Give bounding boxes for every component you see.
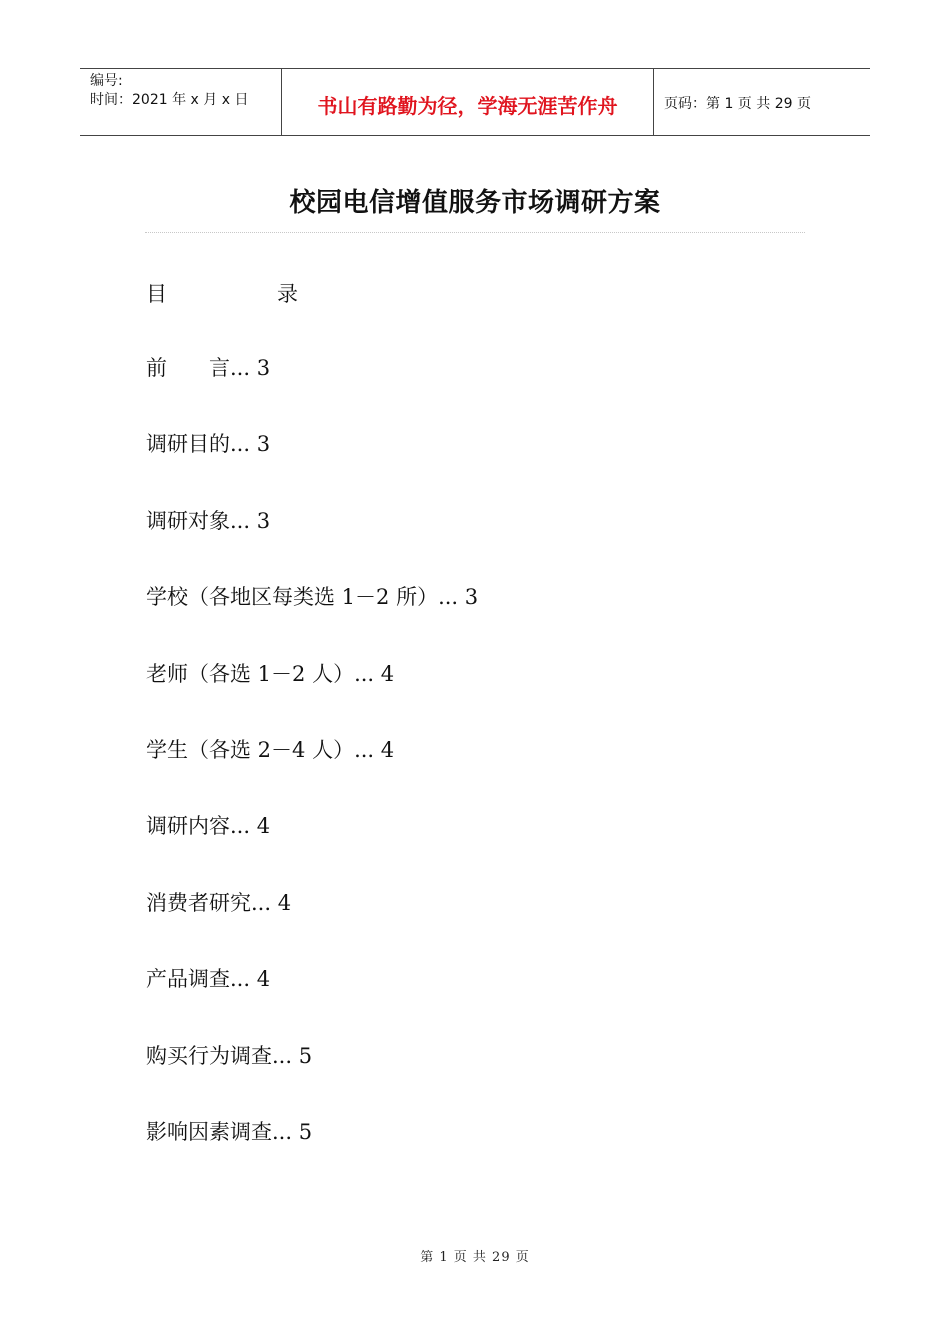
toc-item[interactable]: 调研目的... 3 xyxy=(146,432,271,457)
header-motto: 书山有路勤为径，学海无涯苦作舟 xyxy=(282,69,654,135)
header-meta xyxy=(80,69,282,135)
toc-heading xyxy=(146,278,298,308)
document-title: 校园电信增值服务市场调研方案 xyxy=(289,188,661,218)
toc-item[interactable]: 学校（各地区每类选 1－2 所）... 3 xyxy=(146,585,479,610)
toc-item[interactable]: 购买行为调查... 5 xyxy=(146,1043,313,1068)
page-header xyxy=(80,68,870,136)
page-footer: 第 1 页 共 29 页 xyxy=(420,1250,530,1265)
title-divider xyxy=(145,232,805,233)
toc-item[interactable]: 调研内容... 4 xyxy=(146,814,271,839)
toc-heading-left: 目 xyxy=(146,282,167,306)
toc-item[interactable]: 学生（各选 2－4 人）... 4 xyxy=(146,737,395,762)
table-of-contents xyxy=(146,355,478,1195)
document-number-label: 编号: xyxy=(90,73,123,89)
toc-item[interactable]: 消费者研究... 4 xyxy=(146,890,292,915)
toc-item[interactable]: 前 言... 3 xyxy=(146,356,271,380)
toc-item[interactable]: 影响因素调查... 5 xyxy=(146,1119,313,1144)
toc-heading-right: 录 xyxy=(277,282,298,306)
header-page-info: 页码：第 1 页 共 29 页 xyxy=(664,96,811,112)
toc-item[interactable]: 老师（各选 1－2 人）... 4 xyxy=(146,661,395,686)
document-time: 时间：2021 年 x 月 x 日 xyxy=(90,92,249,108)
toc-item[interactable]: 产品调查... 4 xyxy=(146,967,271,992)
toc-item[interactable]: 调研对象... 3 xyxy=(146,508,271,533)
